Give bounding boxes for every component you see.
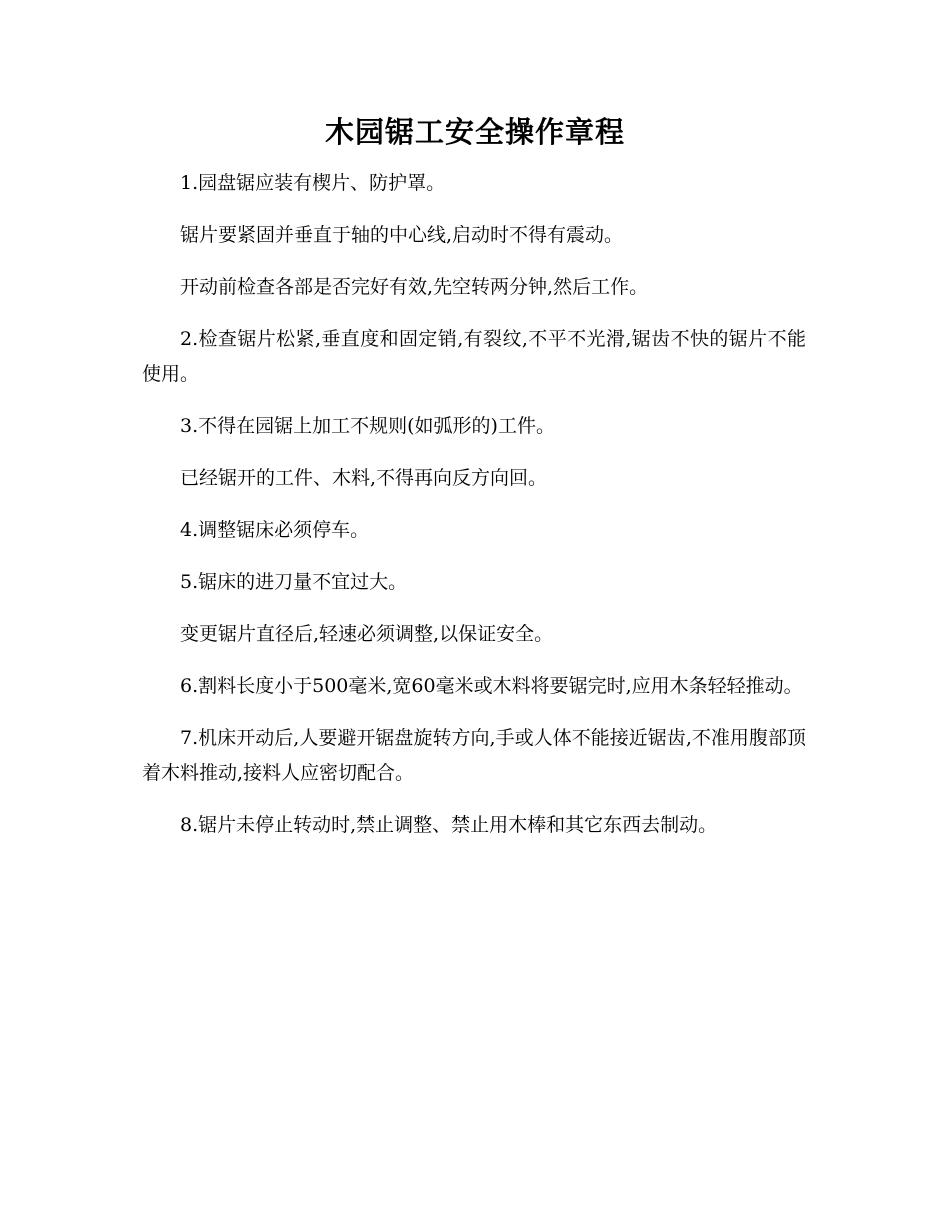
paragraph-9: 变更锯片直径后,轻速必须调整,以保证安全。 xyxy=(180,623,554,645)
paragraph-7: 4.调整锯床必须停车。 xyxy=(180,519,370,541)
paragraph-10: 6.割料长度小于500毫米,宽60毫米或木料将要锯完时,应用木条轻轻推动。 xyxy=(180,675,803,697)
page-title: 木园锯工安全操作章程 xyxy=(324,115,625,149)
paragraph-2: 锯片要紧固并垂直于轴的中心线,启动时不得有震动。 xyxy=(180,224,624,246)
paragraph-3: 开动前检查各部是否完好有效,先空转两分钟,然后工作。 xyxy=(180,276,649,298)
paragraph-1: 1.园盘锯应装有楔片、防护罩。 xyxy=(180,172,446,194)
paragraph-4: 2.检查锯片松紧,垂直度和固定销,有裂纹,不平不光滑,锯齿不快的锯片不能使用。 xyxy=(142,328,806,385)
paragraph-8: 5.锯床的进刀量不宜过大。 xyxy=(180,571,408,593)
paragraph-12: 8.锯片未停止转动时,禁止调整、禁止用木棒和其它东西去制动。 xyxy=(180,814,718,836)
paragraph-5: 3.不得在园锯上加工不规则(如弧形的)工件。 xyxy=(180,415,555,437)
paragraph-6: 已经锯开的工件、木料,不得再向反方向回。 xyxy=(180,467,548,489)
document-body xyxy=(142,166,806,860)
paragraph-11: 7.机床开动后,人要避开锯盘旋转方向,手或人体不能接近锯齿,不准用腹部顶着木料推动,接料人应密切配合。 xyxy=(142,727,806,784)
